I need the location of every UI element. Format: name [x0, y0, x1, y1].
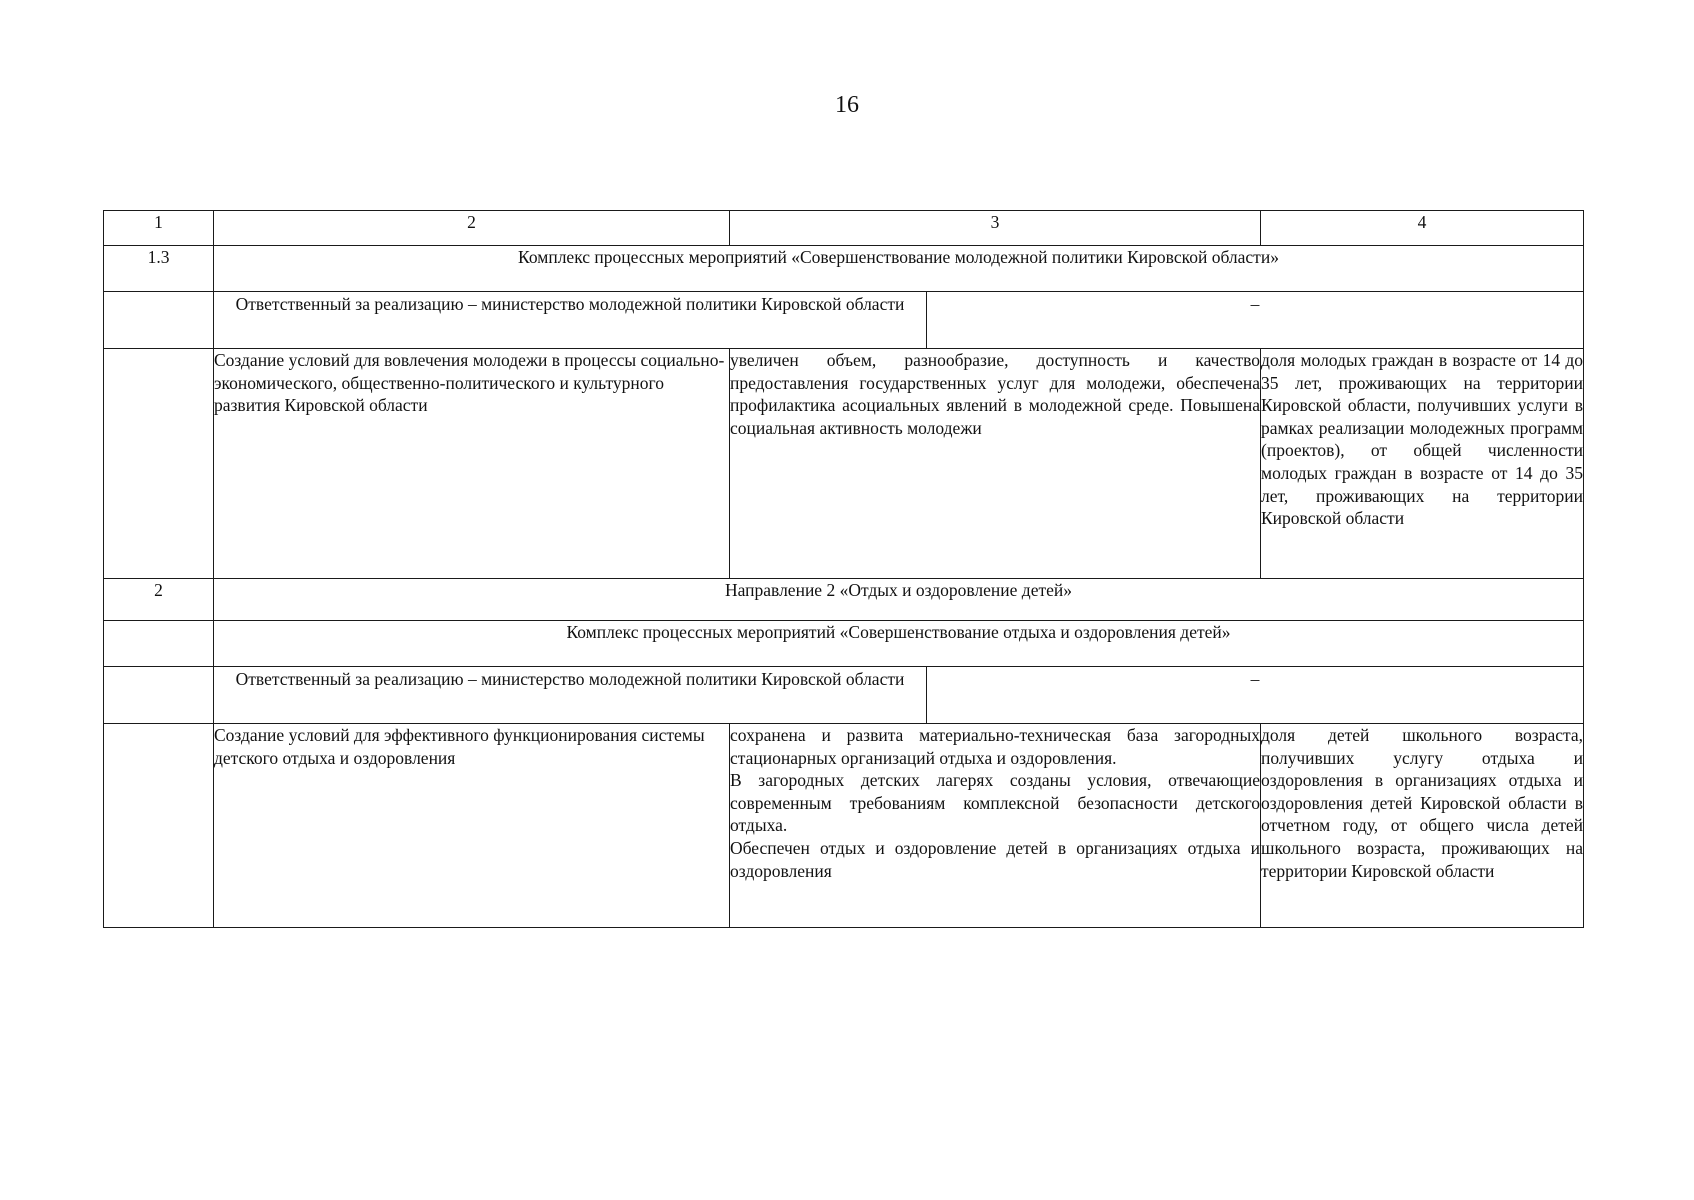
- column-number-4: 4: [1261, 211, 1584, 246]
- table-row: [104, 621, 1584, 667]
- effect-text: В загородных детских лагерях созданы условия, отвечающие современным требованиям комплексной безопасности детского отдыха.: [730, 770, 1260, 836]
- table-row: [104, 724, 1584, 928]
- direction-title: Направление 2 «Отдых и оздоровление детей»: [214, 579, 1584, 621]
- table-row: [104, 579, 1584, 621]
- row-number: 2: [104, 579, 214, 621]
- column-number-3: 3: [730, 211, 1261, 246]
- section-title: Комплекс процессных мероприятий «Совершенствование молодежной политики Кировской области»: [214, 246, 1584, 292]
- table-row: [104, 246, 1584, 292]
- effect-text: сохранена и развита материально-техническая база загородных стационарных организаций отдыха и оздоровления.: [730, 725, 1260, 768]
- section-title: Комплекс процессных мероприятий «Совершенствование отдыха и оздоровления детей»: [214, 621, 1584, 667]
- task-cell: Создание условий для вовлечения молодежи в процессы социально-экономического, общественно-политического и культурного развития Кировской области: [214, 349, 730, 579]
- page-number: 16: [835, 92, 859, 118]
- indicator-cell: доля детей школьного возраста, получивших услугу отдыха и оздоровления в организациях отдыха и оздоровления детей Кировской области в отчетном году, от общего числа детей школьного возраста, проживающих на территории Кировской области: [1261, 724, 1584, 928]
- row-number: [104, 292, 214, 349]
- task-cell: Создание условий для эффективного функционирования системы детского отдыха и оздоровления: [214, 724, 730, 928]
- row-number: [104, 667, 214, 724]
- activities-table: [103, 210, 1584, 928]
- row-number: [104, 621, 214, 667]
- effects-cell: [730, 724, 1261, 928]
- column-number-2: 2: [214, 211, 730, 246]
- responsible-label: Ответственный за реализацию – министерство молодежной политики Кировской области: [214, 667, 927, 723]
- responsible-value: –: [1250, 294, 1260, 314]
- responsible-cell: [214, 667, 1584, 724]
- row-number: [104, 724, 214, 928]
- responsible-label: Ответственный за реализацию – министерство молодежной политики Кировской области: [214, 292, 927, 348]
- row-number: [104, 349, 214, 579]
- column-number-1: 1: [104, 211, 214, 246]
- indicator-cell: доля молодых граждан в возрасте от 14 до 35 лет, проживающих на территории Кировской области, получивших услуги в рамках реализации молодежных программ (проектов), от общей численности молодых граждан в возрасте от 14 до 35 лет, проживающих на территории Кировской области: [1261, 349, 1584, 579]
- responsible-value: –: [1250, 669, 1260, 689]
- effect-text: Обеспечен отдых и оздоровление детей в организациях отдыха и оздоровления: [730, 837, 1260, 881]
- table-row: [104, 667, 1584, 724]
- effect-text: увеличен объем, разнообразие, доступность и качество предоставления государственных услуг для молодежи, обеспечена профилактика асоциальных явлений в молодежной среде. Повышена социальная активность молодежи: [730, 350, 1260, 438]
- table-row: [104, 292, 1584, 349]
- table-row: [104, 349, 1584, 579]
- row-number: 1.3: [104, 246, 214, 292]
- table-header-row: [104, 211, 1584, 246]
- responsible-cell: [214, 292, 1584, 349]
- effects-cell: [730, 349, 1261, 579]
